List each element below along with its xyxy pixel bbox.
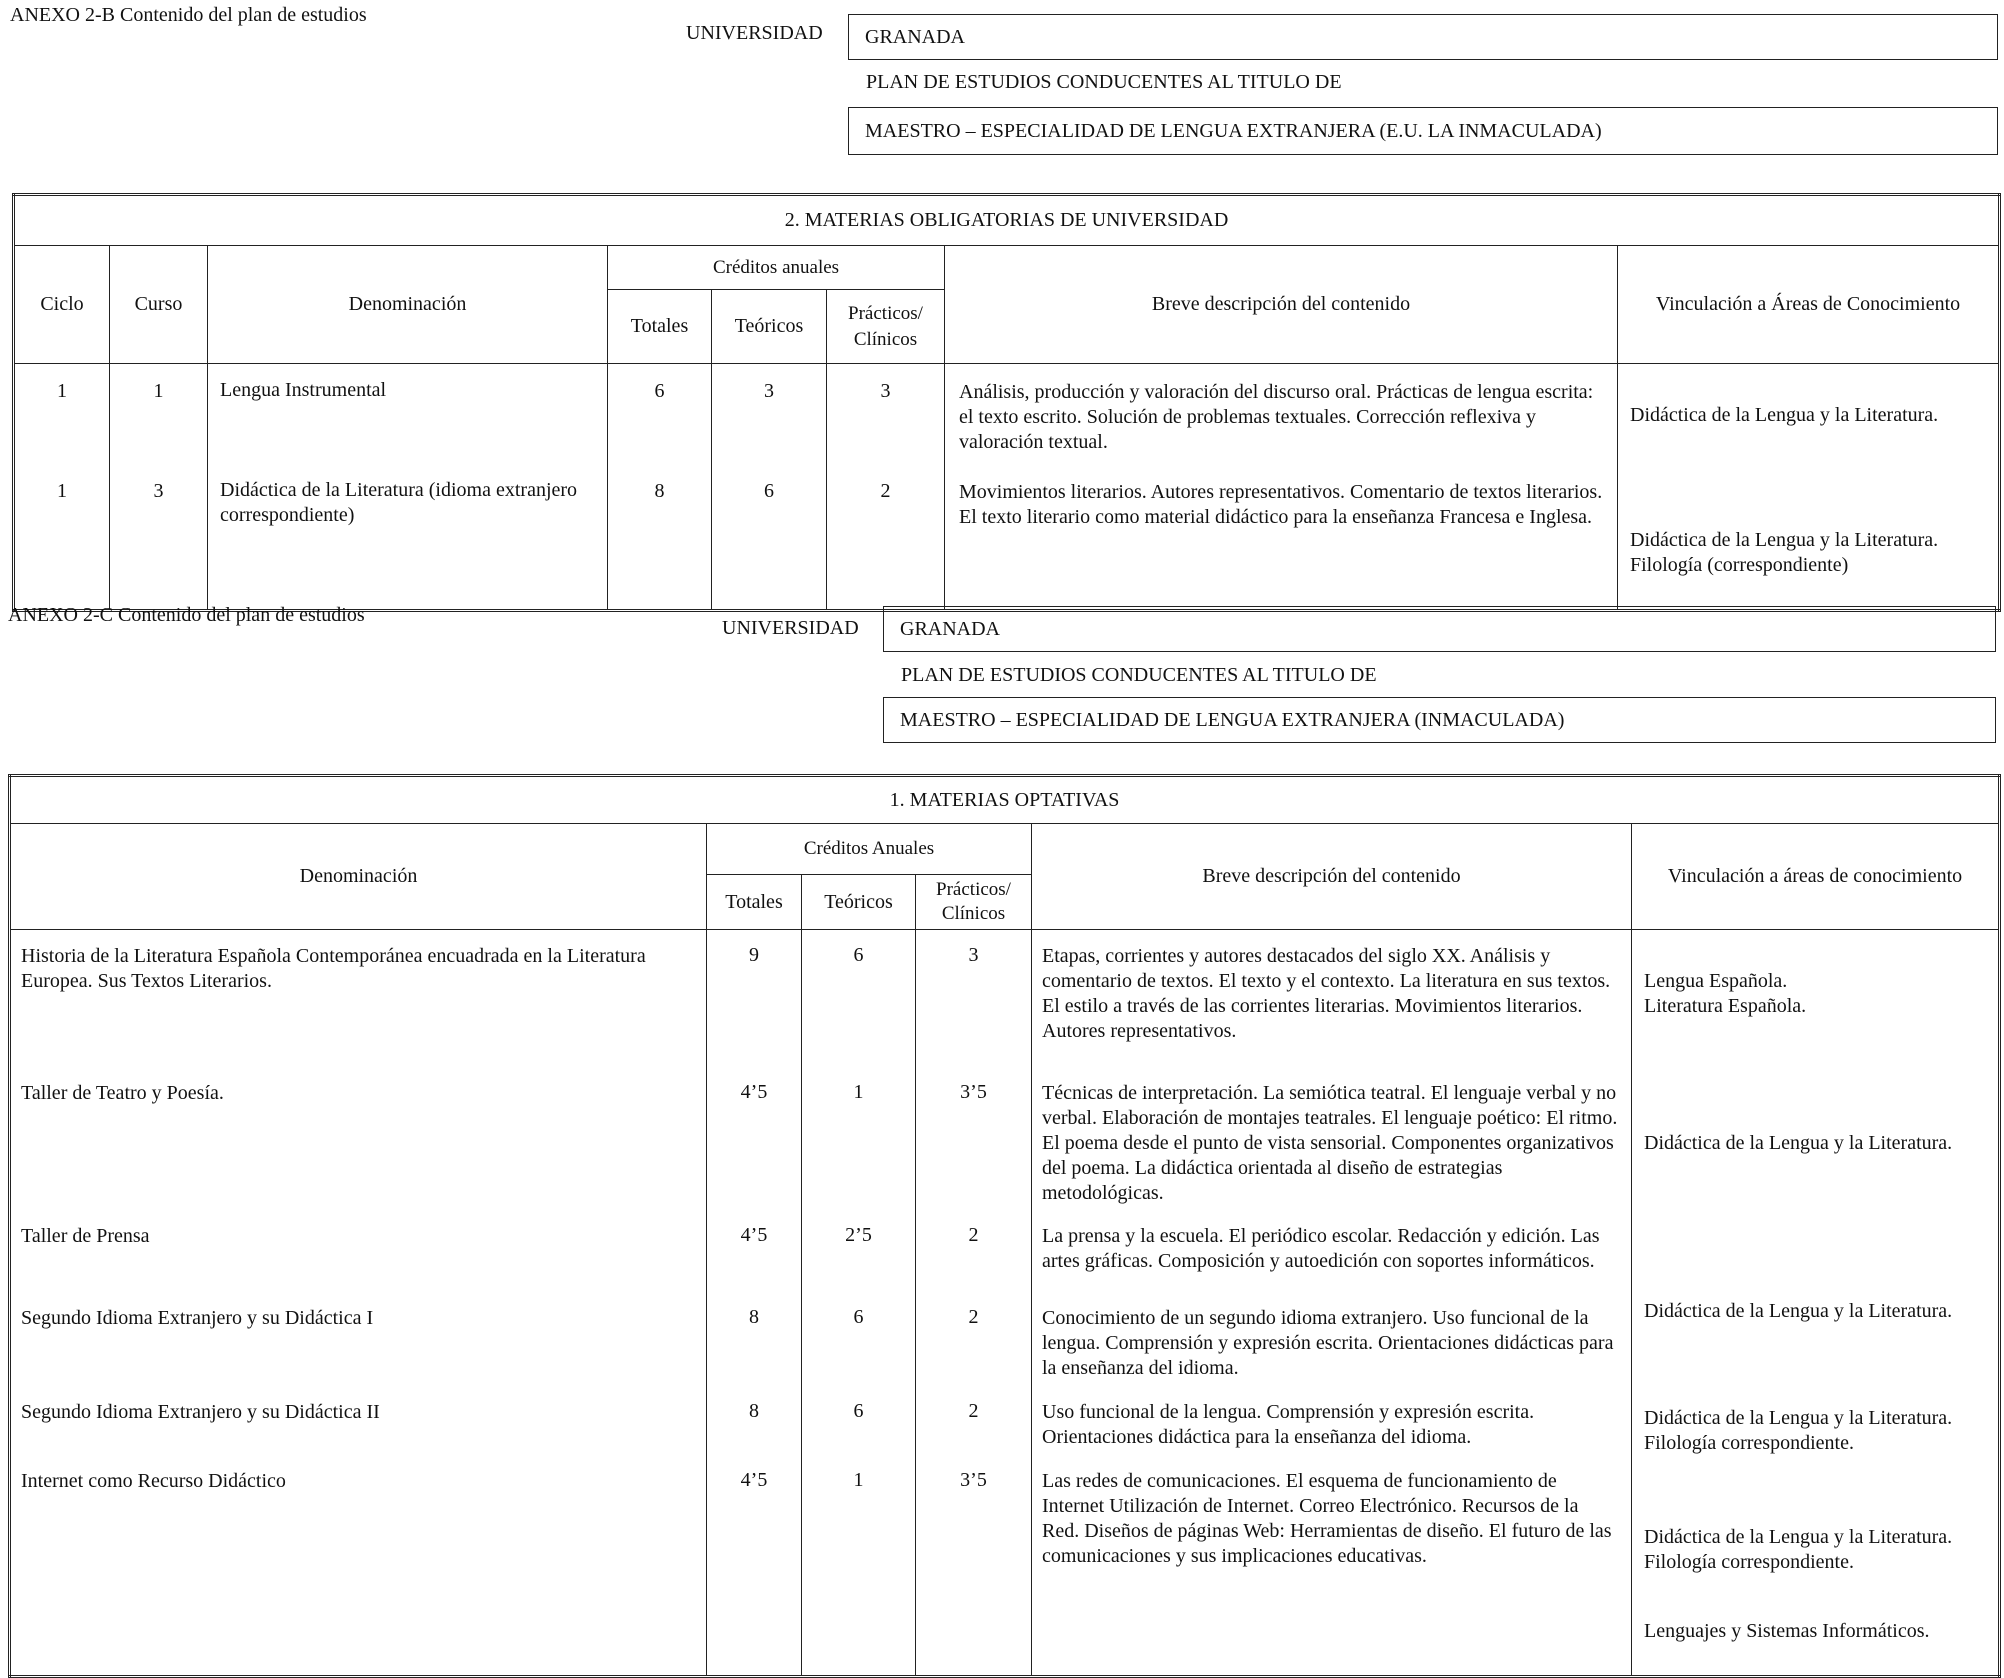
table-cell: Etapas, corrientes y autores destacados del siglo XX. Análisis y comentario de textos. El texto y el contexto. La literatura en sus textos. El estilo a través de las corrientes literarias. Movimientos literarios. Autores representativos.: [1042, 945, 1611, 1042]
table-cell: 3: [968, 944, 979, 966]
annex-b-universidad-field: [848, 14, 1998, 60]
table-cell: Análisis, producción y valoración del discurso oral. Prácticas de lengua escrita: el texto escrito. Solución de problemas textuales. Corrección reflexiva y valoración textual.: [959, 381, 1594, 453]
table-cell: 6: [764, 480, 774, 502]
table-cell: 4’5: [740, 1469, 768, 1491]
optativas-title: 1. MATERIAS OPTATIVAS: [10, 776, 2000, 824]
table-cell: 3: [153, 480, 164, 502]
header-teoricos: Teóricos: [712, 290, 827, 364]
header-descripcion: Breve descripción del contenido: [945, 246, 1618, 364]
table-cell: 2’5: [845, 1224, 872, 1246]
table-cell: 3: [880, 380, 891, 402]
table-cell: Segundo Idioma Extranjero y su Didáctica II: [21, 1401, 380, 1423]
obligatorias-body: [14, 364, 2000, 611]
totales-column: [608, 364, 712, 611]
table-cell: 6: [853, 1306, 864, 1328]
annex-b-titulo-field: [848, 107, 1998, 155]
table-cell: Historia de la Literatura Española Contemporánea encuadrada en la Literatura Europea. Sus Textos Literarios.: [21, 945, 646, 992]
annex-b-universidad-value: GRANADA: [865, 25, 965, 48]
table-cell: Didáctica de la Lengua y la Literatura. Filología correspondiente.: [1644, 1526, 1953, 1573]
header-denominacion: Denominación: [208, 246, 608, 364]
header-denominacion: Denominación: [10, 824, 707, 930]
table-cell: 3’5: [960, 1469, 987, 1491]
table-cell: 4’5: [740, 1224, 768, 1246]
header-teoricos: Teóricos: [802, 875, 916, 930]
annex-c-plan-label: PLAN DE ESTUDIOS CONDUCENTES AL TITULO DE: [901, 664, 1377, 686]
table-cell: Taller de Teatro y Poesía.: [21, 1082, 224, 1104]
table-cell: Taller de Prensa: [21, 1225, 150, 1247]
denominacion-column: [10, 930, 707, 1677]
header-totales: Totales: [608, 290, 712, 364]
table-cell: 3: [764, 380, 774, 402]
vinculacion-column: [1618, 364, 2000, 611]
table-cell: Didáctica de la Lengua y la Literatura.: [1630, 404, 1939, 426]
header-creditos: Créditos anuales: [608, 246, 945, 290]
table-cell: 8: [654, 480, 665, 502]
table-cell: Las redes de comunicaciones. El esquema de funcionamiento de Internet Utilización de Internet. Correo Electrónico. Recursos de la Red. Diseños de páginas Web: Herramientas de diseño. El futuro de las comunicaciones y sus implicaciones educativas.: [1042, 1470, 1612, 1567]
denominacion-column: [208, 364, 608, 611]
table-cell: Didáctica de la Lengua y la Literatura. Filología (correspondiente): [1630, 529, 1939, 576]
header-ciclo: Ciclo: [14, 246, 110, 364]
annex-c-universidad-field: [883, 606, 1996, 652]
table-cell: Didáctica de la Literatura (idioma extranjero correspondiente): [220, 479, 578, 526]
totales-column: [707, 930, 802, 1677]
table-cell: 1: [57, 380, 67, 402]
header-curso: Curso: [110, 246, 208, 364]
table-cell: 3’5: [960, 1081, 987, 1103]
table-cell: Lengua Española. Literatura Española.: [1644, 970, 1807, 1017]
annex-b-universidad-label: UNIVERSIDAD: [686, 22, 823, 44]
table-cell: 1: [853, 1469, 864, 1491]
optativas-table: [8, 774, 2001, 1678]
header-vinculacion: Vinculación a Áreas de Conocimiento: [1618, 246, 2000, 364]
table-cell: 2: [968, 1306, 979, 1328]
obligatorias-table: [12, 193, 2001, 612]
table-cell: Segundo Idioma Extranjero y su Didáctica I: [21, 1307, 374, 1329]
header-creditos: Créditos Anuales: [707, 824, 1032, 875]
annex-b-titulo-value: MAESTRO – ESPECIALIDAD DE LENGUA EXTRANJERA (E.U. LA INMACULADA): [865, 119, 1602, 142]
descripcion-column: [1032, 930, 1632, 1677]
table-cell: 6: [853, 1400, 864, 1422]
annex-c-titulo-field: [883, 697, 1996, 743]
table-cell: 2: [880, 480, 891, 502]
obligatorias-title: 2. MATERIAS OBLIGATORIAS DE UNIVERSIDAD: [14, 195, 2000, 246]
table-cell: Didáctica de la Lengua y la Literatura.: [1644, 1300, 1953, 1322]
descripcion-column: [945, 364, 1618, 611]
optativas-body: [10, 930, 2000, 1677]
annex-c-label: ANEXO 2-C Contenido del plan de estudios: [8, 604, 365, 626]
table-cell: Técnicas de interpretación. La semiótica teatral. El lenguaje verbal y no verbal. Elaboración de montajes teatrales. El lenguaje poético: El ritmo. El poema desde el punto de vista sensorial. Componentes organizativos del poema. La didáctica orientada al diseño de estrategias metodológicas.: [1042, 1082, 1618, 1204]
table-cell: Uso funcional de la lengua. Comprensión y expresión escrita. Orientaciones didáctica para la enseñanza del idioma.: [1042, 1401, 1535, 1448]
table-cell: 9: [749, 944, 759, 966]
teoricos-column: [712, 364, 827, 611]
table-cell: 6: [853, 944, 864, 966]
table-cell: Lengua Instrumental: [220, 379, 387, 401]
table-cell: La prensa y la escuela. El periódico escolar. Redacción y edición. Las artes gráficas. Composición y autoedición con soportes informáticos.: [1042, 1225, 1600, 1272]
practicos-column: [916, 930, 1032, 1677]
header-practicos: Prácticos/ Clínicos: [827, 290, 945, 364]
table-cell: 1: [853, 1081, 864, 1103]
header-vinculacion: Vinculación a áreas de conocimiento: [1632, 824, 2000, 930]
table-cell: 1: [57, 480, 67, 502]
annex-c-titulo-value: MAESTRO – ESPECIALIDAD DE LENGUA EXTRANJERA (INMACULADA): [900, 708, 1565, 731]
table-cell: Internet como Recurso Didáctico: [21, 1470, 286, 1492]
table-cell: 4’5: [740, 1081, 768, 1103]
header-totales: Totales: [707, 875, 802, 930]
table-cell: 2: [968, 1400, 979, 1422]
table-cell: Didáctica de la Lengua y la Literatura. Filología correspondiente.: [1644, 1407, 1953, 1454]
table-cell: 6: [654, 380, 665, 402]
annex-b-label: ANEXO 2-B Contenido del plan de estudios: [10, 4, 367, 26]
table-cell: 8: [749, 1306, 759, 1328]
annex-b-plan-label: PLAN DE ESTUDIOS CONDUCENTES AL TITULO DE: [866, 71, 1342, 93]
practicos-column: [827, 364, 945, 611]
teoricos-column: [802, 930, 916, 1677]
table-cell: Movimientos literarios. Autores representativos. Comentario de textos literarios. El texto literario como material didáctico para la enseñanza Francesa e Inglesa.: [959, 481, 1603, 528]
table-cell: 2: [968, 1224, 979, 1246]
header-practicos: Prácticos/ Clínicos: [916, 875, 1032, 930]
table-cell: 8: [749, 1400, 759, 1422]
ciclo-column: [14, 364, 110, 611]
curso-column: [110, 364, 208, 611]
vinculacion-column: [1632, 930, 2000, 1677]
table-cell: 1: [153, 380, 164, 402]
header-descripcion: Breve descripción del contenido: [1032, 824, 1632, 930]
table-cell: Conocimiento de un segundo idioma extranjero. Uso funcional de la lengua. Comprensión y expresión escrita. Orientaciones didácticas para la enseñanza del idioma.: [1042, 1307, 1614, 1379]
table-cell: Lenguajes y Sistemas Informáticos.: [1644, 1620, 1930, 1642]
annex-c-universidad-value: GRANADA: [900, 617, 1000, 640]
table-cell: Didáctica de la Lengua y la Literatura.: [1644, 1132, 1953, 1154]
annex-c-universidad-label: UNIVERSIDAD: [722, 617, 859, 639]
